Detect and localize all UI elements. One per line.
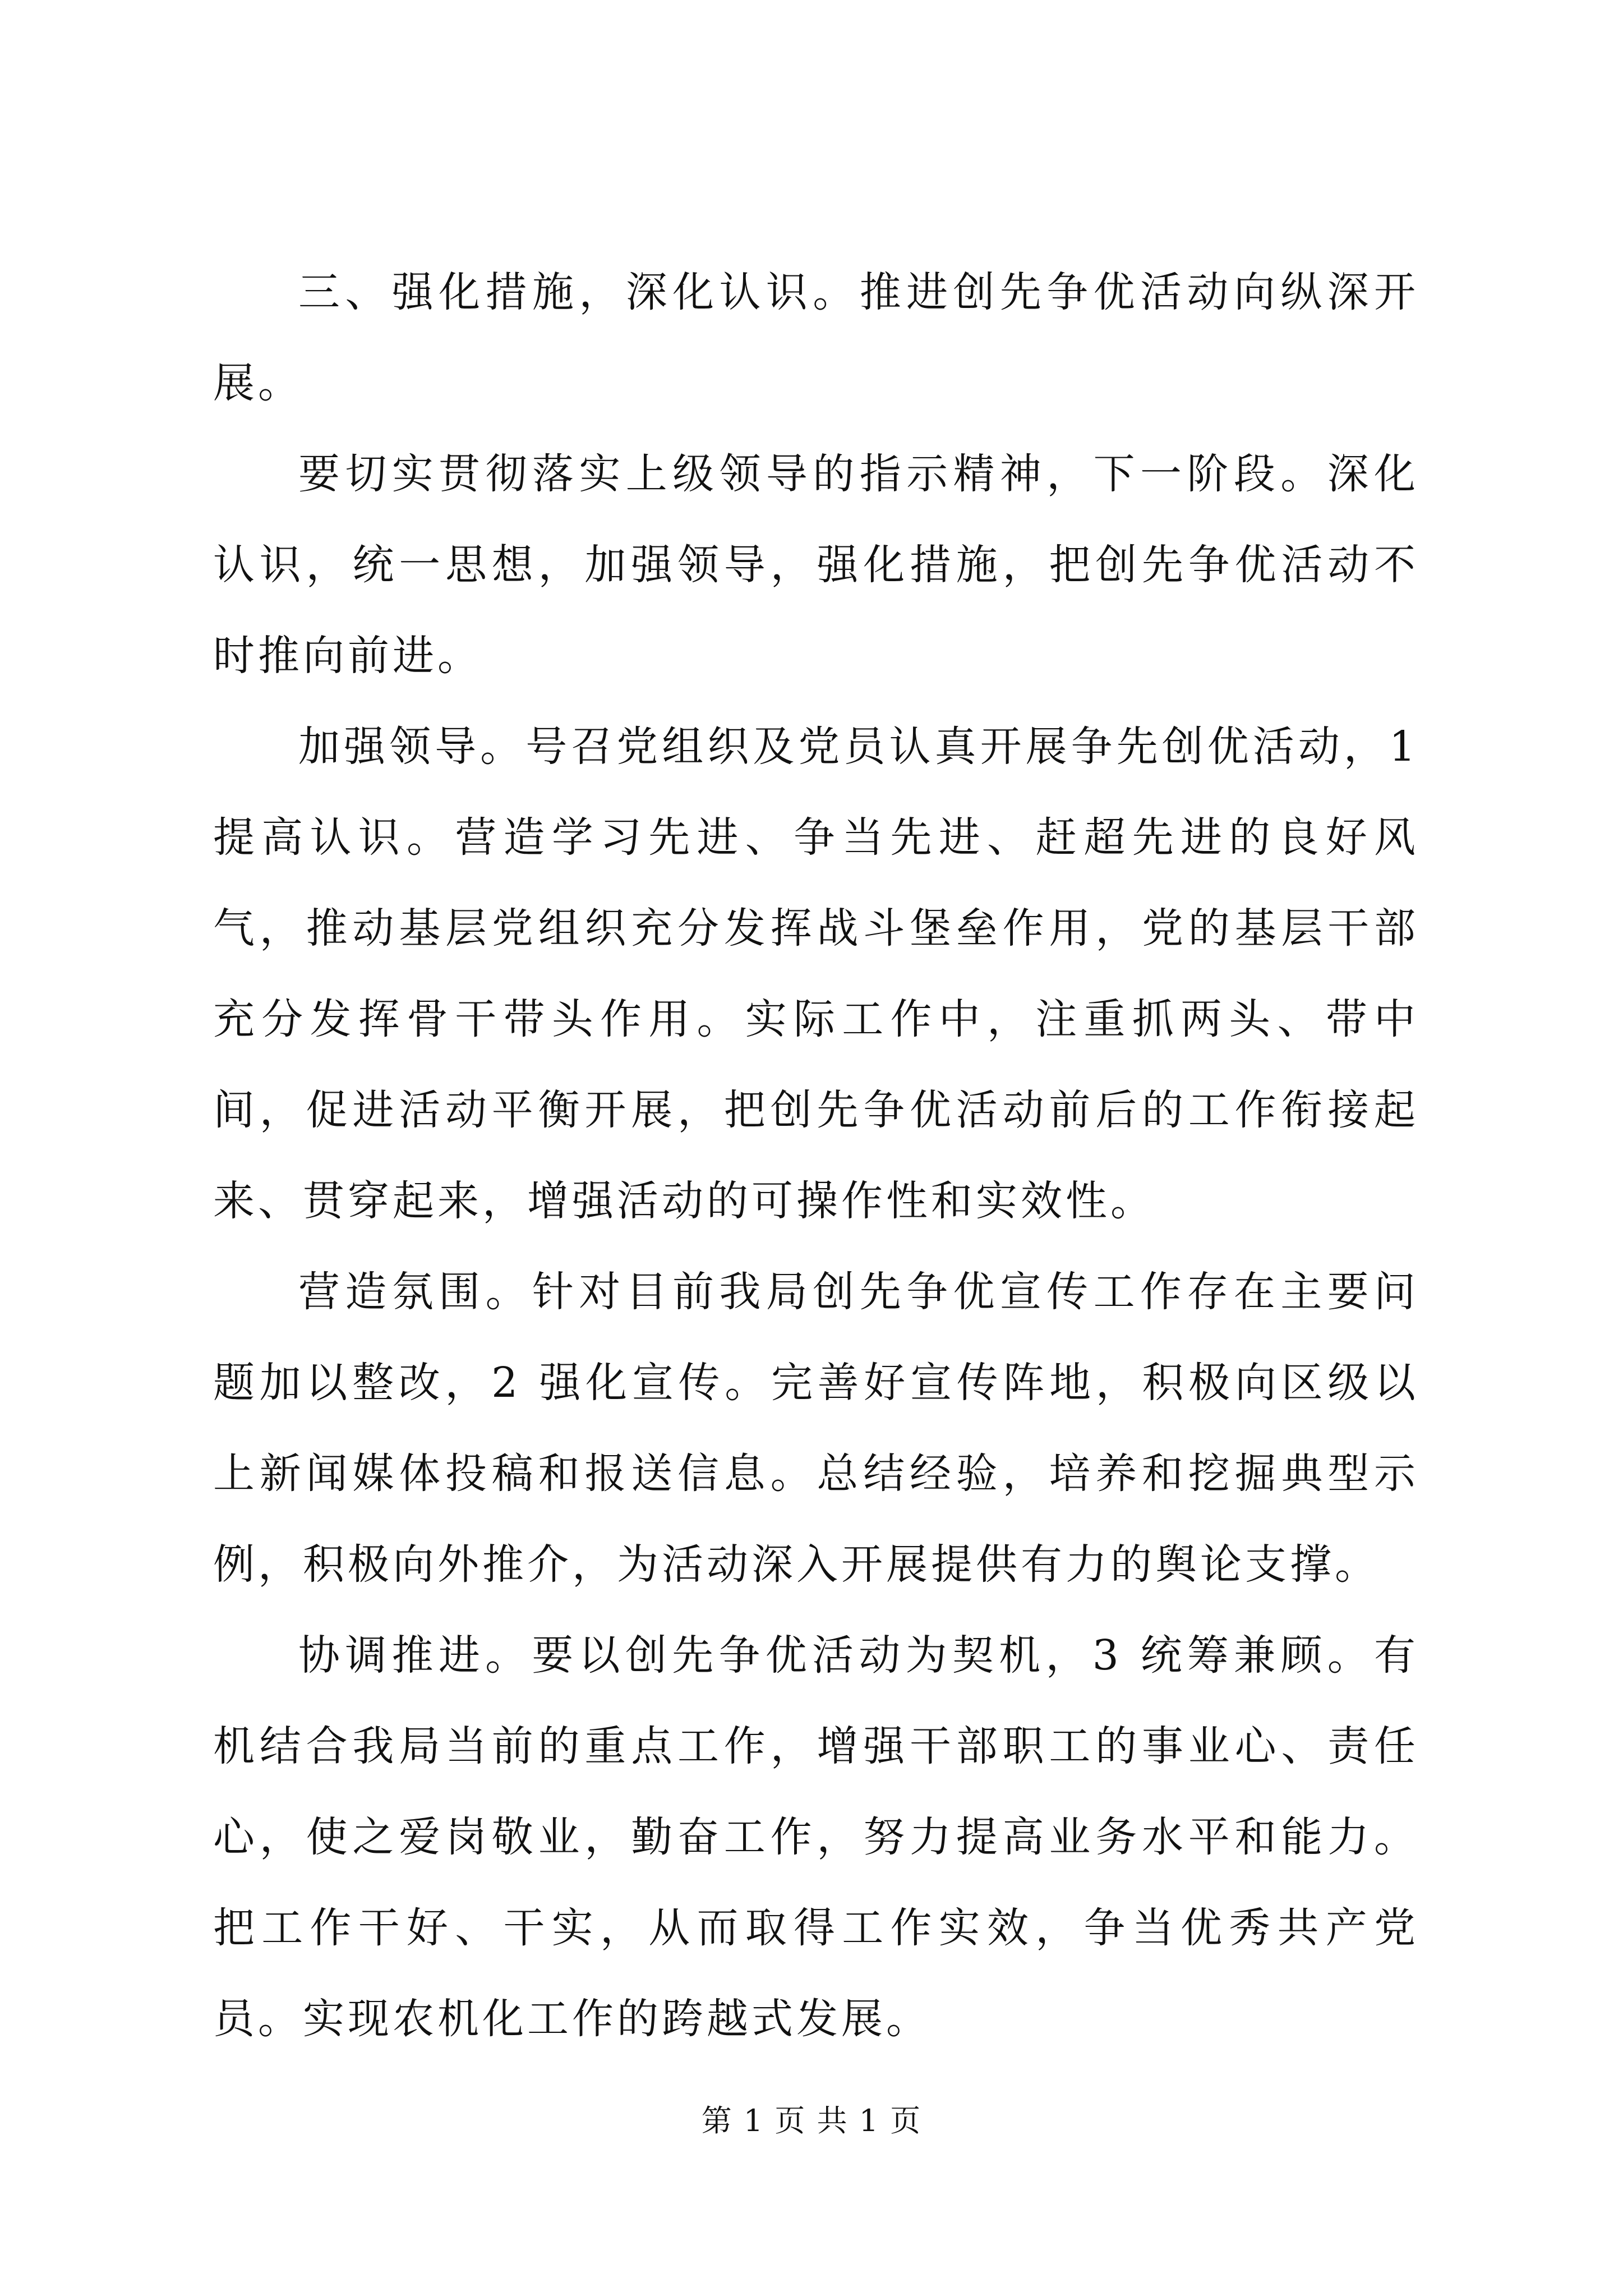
page-footer: 第 1 页 共 1 页: [701, 2103, 922, 2138]
document-body: [213, 247, 1419, 2064]
atmosphere-paragraph: 营造氛围。针对目前我局创先争优宣传工作存在主要问题加以整改，2 强化宣传。完善好宣传阵地，积极向区级以上新闻媒体投稿和报送信息。总结经验，培养和挖掘典型示例，积极向外推介，为活动深入开展提供有力的舆论支撑。: [213, 1268, 1419, 1589]
coordination-paragraph: 协调推进。要以创先争优活动为契机，3 统筹兼顾。有机结合我局当前的重点工作，增强干部职工的事业心、责任心，使之爱岗敬业，勤奋工作，努力提高业务水平和能力。把工作干好、干实，从而取得工作实效，争当优秀共产党员。实现农机化工作的跨越式发展。: [213, 1631, 1419, 2043]
leadership-paragraph: 加强领导。号召党组织及党员认真开展争先创优活动，1 提高认识。营造学习先进、争当先进、赶超先进的良好风气，推动基层党组织充分发挥战斗堡垒作用，党的基层干部充分发挥骨干带头作用。实际工作中，注重抓两头、带中间，促进活动平衡开展，把创先争优活动前后的工作衔接起来、贯穿起来，增强活动的可操作性和实效性。: [213, 723, 1419, 1225]
section-heading-paragraph: 三、强化措施，深化认识。推进创先争优活动向纵深开展。: [213, 268, 1419, 407]
intro-paragraph: 要切实贯彻落实上级领导的指示精神，下一阶段。深化认识，统一思想，加强领导，强化措施，把创先争优活动不时推向前进。: [213, 450, 1419, 680]
